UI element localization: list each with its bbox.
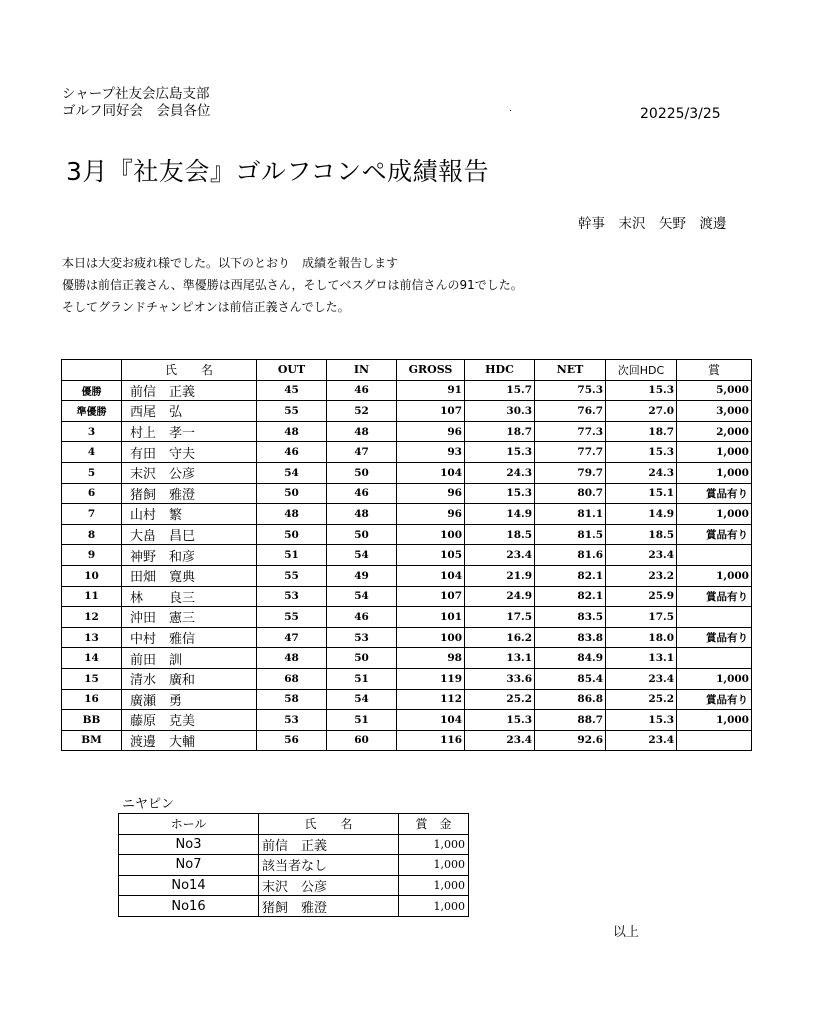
gross-cell: 96: [397, 504, 465, 525]
out-cell: 55: [257, 565, 327, 586]
prize-cell: 1,000: [677, 668, 752, 689]
prize-cell: 賞品有り: [677, 689, 752, 710]
out-cell: 48: [257, 504, 327, 525]
rank-cell: 8: [62, 524, 122, 545]
nearpin-name: 末沢 公彦: [259, 875, 399, 896]
hdc-cell: 24.3: [465, 462, 535, 483]
next-hdc-cell: 25.9: [606, 586, 677, 607]
nearpin-header-row: [119, 814, 469, 835]
nearpin-hole: No14: [119, 875, 259, 896]
nearpin-amount: 1,000: [399, 896, 469, 917]
next-hdc-cell: 17.5: [606, 607, 677, 628]
out-cell: 50: [257, 524, 327, 545]
name-cell: 猪飼 雅澄: [122, 483, 257, 504]
in-cell: 46: [327, 483, 397, 504]
name-cell: 山村 繁: [122, 504, 257, 525]
rank-cell: 4: [62, 442, 122, 463]
hdc-cell: 16.2: [465, 627, 535, 648]
organizers: 幹事 末沢 矢野 渡邊: [578, 216, 727, 232]
net-cell: 81.1: [535, 504, 606, 525]
table-row: [62, 565, 752, 586]
header-name: 氏 名: [122, 360, 257, 381]
net-cell: 88.7: [535, 710, 606, 731]
header-net: NET: [535, 360, 606, 381]
table-row: [62, 462, 752, 483]
prize-cell: 1,000: [677, 442, 752, 463]
hdc-cell: 15.3: [465, 442, 535, 463]
nearpin-header-name: 氏 名: [259, 814, 399, 835]
hdc-cell: 33.6: [465, 668, 535, 689]
next-hdc-cell: 13.1: [606, 648, 677, 669]
rank-cell: 13: [62, 627, 122, 648]
next-hdc-cell: 14.9: [606, 504, 677, 525]
table-row: [62, 545, 752, 566]
table-row: [62, 710, 752, 731]
next-hdc-cell: 23.2: [606, 565, 677, 586]
in-cell: 50: [327, 648, 397, 669]
nearpin-name: 前信 正義: [259, 834, 399, 855]
prize-cell: 1,000: [677, 504, 752, 525]
next-hdc-cell: 23.4: [606, 730, 677, 751]
name-cell: 有田 守夫: [122, 442, 257, 463]
hdc-cell: 17.5: [465, 607, 535, 628]
out-cell: 48: [257, 648, 327, 669]
nearpin-header-hole: ホール: [119, 814, 259, 835]
net-cell: 82.1: [535, 565, 606, 586]
prize-cell: 3,000: [677, 401, 752, 422]
intro-line-3: そしてグランドチャンピオンは前信正義さんでした。: [62, 300, 350, 314]
rank-cell: 11: [62, 586, 122, 607]
name-cell: 末沢 公彦: [122, 462, 257, 483]
out-cell: 46: [257, 442, 327, 463]
hdc-cell: 15.7: [465, 380, 535, 401]
name-cell: 廣瀬 勇: [122, 689, 257, 710]
stray-dot: .: [509, 104, 512, 114]
gross-cell: 112: [397, 689, 465, 710]
header-prize: 賞: [677, 360, 752, 381]
net-cell: 84.9: [535, 648, 606, 669]
table-row: [62, 401, 752, 422]
header-gross: GROSS: [397, 360, 465, 381]
prize-cell: 5,000: [677, 380, 752, 401]
table-row: [62, 524, 752, 545]
page-title: 3月『社友会』ゴルフコンペ成績報告: [66, 157, 490, 186]
next-hdc-cell: 15.3: [606, 380, 677, 401]
out-cell: 68: [257, 668, 327, 689]
gross-cell: 104: [397, 462, 465, 483]
prize-cell: 1,000: [677, 710, 752, 731]
header-next-hdc: 次回HDC: [606, 360, 677, 381]
list-item: [119, 875, 469, 896]
table-row: [62, 607, 752, 628]
intro-line-1: 本日は大変お疲れ様でした。以下のとおり 成績を報告します: [62, 256, 399, 270]
prize-cell: [677, 607, 752, 628]
in-cell: 54: [327, 545, 397, 566]
nearpin-table: [118, 813, 469, 917]
table-row: [62, 627, 752, 648]
rank-cell: 5: [62, 462, 122, 483]
prize-cell: [677, 648, 752, 669]
next-hdc-cell: 15.3: [606, 442, 677, 463]
table-row: [62, 586, 752, 607]
rank-cell: BM: [62, 730, 122, 751]
name-cell: 田畑 寛典: [122, 565, 257, 586]
table-row: [62, 668, 752, 689]
net-cell: 83.5: [535, 607, 606, 628]
nearpin-body: [119, 834, 469, 916]
net-cell: 80.7: [535, 483, 606, 504]
table-row: [62, 421, 752, 442]
in-cell: 51: [327, 668, 397, 689]
list-item: [119, 896, 469, 917]
next-hdc-cell: 27.0: [606, 401, 677, 422]
gross-cell: 96: [397, 483, 465, 504]
hdc-cell: 24.9: [465, 586, 535, 607]
rank-cell: BB: [62, 710, 122, 731]
results-header-row: [62, 360, 752, 381]
rank-cell: 15: [62, 668, 122, 689]
rank-cell: 10: [62, 565, 122, 586]
in-cell: 60: [327, 730, 397, 751]
gross-cell: 105: [397, 545, 465, 566]
next-hdc-cell: 18.7: [606, 421, 677, 442]
rank-cell: 6: [62, 483, 122, 504]
hdc-cell: 21.9: [465, 565, 535, 586]
out-cell: 53: [257, 586, 327, 607]
name-cell: 神野 和彦: [122, 545, 257, 566]
net-cell: 77.3: [535, 421, 606, 442]
name-cell: 渡邊 大輔: [122, 730, 257, 751]
out-cell: 45: [257, 380, 327, 401]
prize-cell: [677, 730, 752, 751]
in-cell: 51: [327, 710, 397, 731]
next-hdc-cell: 15.3: [606, 710, 677, 731]
in-cell: 53: [327, 627, 397, 648]
net-cell: 77.7: [535, 442, 606, 463]
prize-cell: 賞品有り: [677, 524, 752, 545]
net-cell: 76.7: [535, 401, 606, 422]
name-cell: 西尾 弘: [122, 401, 257, 422]
gross-cell: 101: [397, 607, 465, 628]
net-cell: 81.5: [535, 524, 606, 545]
header-out: OUT: [257, 360, 327, 381]
prize-cell: 1,000: [677, 462, 752, 483]
name-cell: 林 良三: [122, 586, 257, 607]
next-hdc-cell: 15.1: [606, 483, 677, 504]
prize-cell: 賞品有り: [677, 586, 752, 607]
in-cell: 50: [327, 524, 397, 545]
gross-cell: 98: [397, 648, 465, 669]
table-row: [62, 442, 752, 463]
gross-cell: 100: [397, 627, 465, 648]
gross-cell: 93: [397, 442, 465, 463]
prize-cell: 賞品有り: [677, 483, 752, 504]
name-cell: 藤原 克美: [122, 710, 257, 731]
nearpin-header-amount: 賞 金: [399, 814, 469, 835]
name-cell: 前田 訓: [122, 648, 257, 669]
hdc-cell: 23.4: [465, 545, 535, 566]
hdc-cell: 13.1: [465, 648, 535, 669]
out-cell: 54: [257, 462, 327, 483]
rank-cell: 16: [62, 689, 122, 710]
in-cell: 48: [327, 421, 397, 442]
gross-cell: 104: [397, 710, 465, 731]
hdc-cell: 14.9: [465, 504, 535, 525]
net-cell: 83.8: [535, 627, 606, 648]
next-hdc-cell: 18.5: [606, 524, 677, 545]
in-cell: 48: [327, 504, 397, 525]
results-body: [62, 380, 752, 751]
nearpin-amount: 1,000: [399, 855, 469, 876]
nearpin-hole: No16: [119, 896, 259, 917]
gross-cell: 107: [397, 586, 465, 607]
rank-cell: 7: [62, 504, 122, 525]
prize-cell: [677, 545, 752, 566]
table-row: [62, 504, 752, 525]
nearpin-amount: 1,000: [399, 875, 469, 896]
list-item: [119, 855, 469, 876]
net-cell: 81.6: [535, 545, 606, 566]
prize-cell: 1,000: [677, 565, 752, 586]
name-cell: 前信 正義: [122, 380, 257, 401]
in-cell: 54: [327, 689, 397, 710]
next-hdc-cell: 24.3: [606, 462, 677, 483]
name-cell: 中村 雅信: [122, 627, 257, 648]
gross-cell: 96: [397, 421, 465, 442]
next-hdc-cell: 18.0: [606, 627, 677, 648]
header-hdc: HDC: [465, 360, 535, 381]
in-cell: 46: [327, 380, 397, 401]
header-rank: [62, 360, 122, 381]
nearpin-hole: No7: [119, 855, 259, 876]
rank-cell: 14: [62, 648, 122, 669]
in-cell: 52: [327, 401, 397, 422]
hdc-cell: 18.7: [465, 421, 535, 442]
table-row: [62, 483, 752, 504]
net-cell: 85.4: [535, 668, 606, 689]
table-row: [62, 380, 752, 401]
next-hdc-cell: 23.4: [606, 545, 677, 566]
out-cell: 56: [257, 730, 327, 751]
in-cell: 50: [327, 462, 397, 483]
out-cell: 55: [257, 401, 327, 422]
results-table: [61, 359, 752, 751]
gross-cell: 100: [397, 524, 465, 545]
table-row: [62, 648, 752, 669]
name-cell: 沖田 憲三: [122, 607, 257, 628]
header-in: IN: [327, 360, 397, 381]
nearpin-hole: No3: [119, 834, 259, 855]
rank-cell: 12: [62, 607, 122, 628]
org-line-2: ゴルフ同好会 会員各位: [62, 103, 211, 119]
gross-cell: 104: [397, 565, 465, 586]
rank-cell: 準優勝: [62, 401, 122, 422]
rank-cell: 9: [62, 545, 122, 566]
out-cell: 53: [257, 710, 327, 731]
out-cell: 51: [257, 545, 327, 566]
net-cell: 75.3: [535, 380, 606, 401]
out-cell: 50: [257, 483, 327, 504]
list-item: [119, 834, 469, 855]
in-cell: 46: [327, 607, 397, 628]
net-cell: 82.1: [535, 586, 606, 607]
hdc-cell: 25.2: [465, 689, 535, 710]
next-hdc-cell: 23.4: [606, 668, 677, 689]
net-cell: 86.8: [535, 689, 606, 710]
gross-cell: 91: [397, 380, 465, 401]
in-cell: 49: [327, 565, 397, 586]
prize-cell: 賞品有り: [677, 627, 752, 648]
prize-cell: 2,000: [677, 421, 752, 442]
closing-text: 以上: [613, 925, 640, 940]
table-row: [62, 689, 752, 710]
nearpin-label: ニヤピン: [122, 797, 175, 812]
nearpin-amount: 1,000: [399, 834, 469, 855]
org-line-1: シャープ社友会広島支部: [62, 86, 210, 102]
name-cell: 大畠 昌巳: [122, 524, 257, 545]
hdc-cell: 23.4: [465, 730, 535, 751]
nearpin-name: 該当者なし: [259, 855, 399, 876]
out-cell: 48: [257, 421, 327, 442]
next-hdc-cell: 25.2: [606, 689, 677, 710]
gross-cell: 116: [397, 730, 465, 751]
hdc-cell: 30.3: [465, 401, 535, 422]
intro-line-2: 優勝は前信正義さん、準優勝は西尾弘さん，そしてベスグロは前信さんの91でした。: [62, 278, 523, 292]
in-cell: 47: [327, 442, 397, 463]
report-date: 20225/3/25: [640, 106, 721, 122]
net-cell: 79.7: [535, 462, 606, 483]
table-row: [62, 730, 752, 751]
hdc-cell: 15.3: [465, 710, 535, 731]
hdc-cell: 15.3: [465, 483, 535, 504]
out-cell: 58: [257, 689, 327, 710]
gross-cell: 119: [397, 668, 465, 689]
name-cell: 村上 孝一: [122, 421, 257, 442]
net-cell: 92.6: [535, 730, 606, 751]
out-cell: 47: [257, 627, 327, 648]
hdc-cell: 18.5: [465, 524, 535, 545]
rank-cell: 3: [62, 421, 122, 442]
nearpin-name: 猪飼 雅澄: [259, 896, 399, 917]
name-cell: 清水 廣和: [122, 668, 257, 689]
out-cell: 55: [257, 607, 327, 628]
rank-cell: 優勝: [62, 380, 122, 401]
gross-cell: 107: [397, 401, 465, 422]
in-cell: 54: [327, 586, 397, 607]
